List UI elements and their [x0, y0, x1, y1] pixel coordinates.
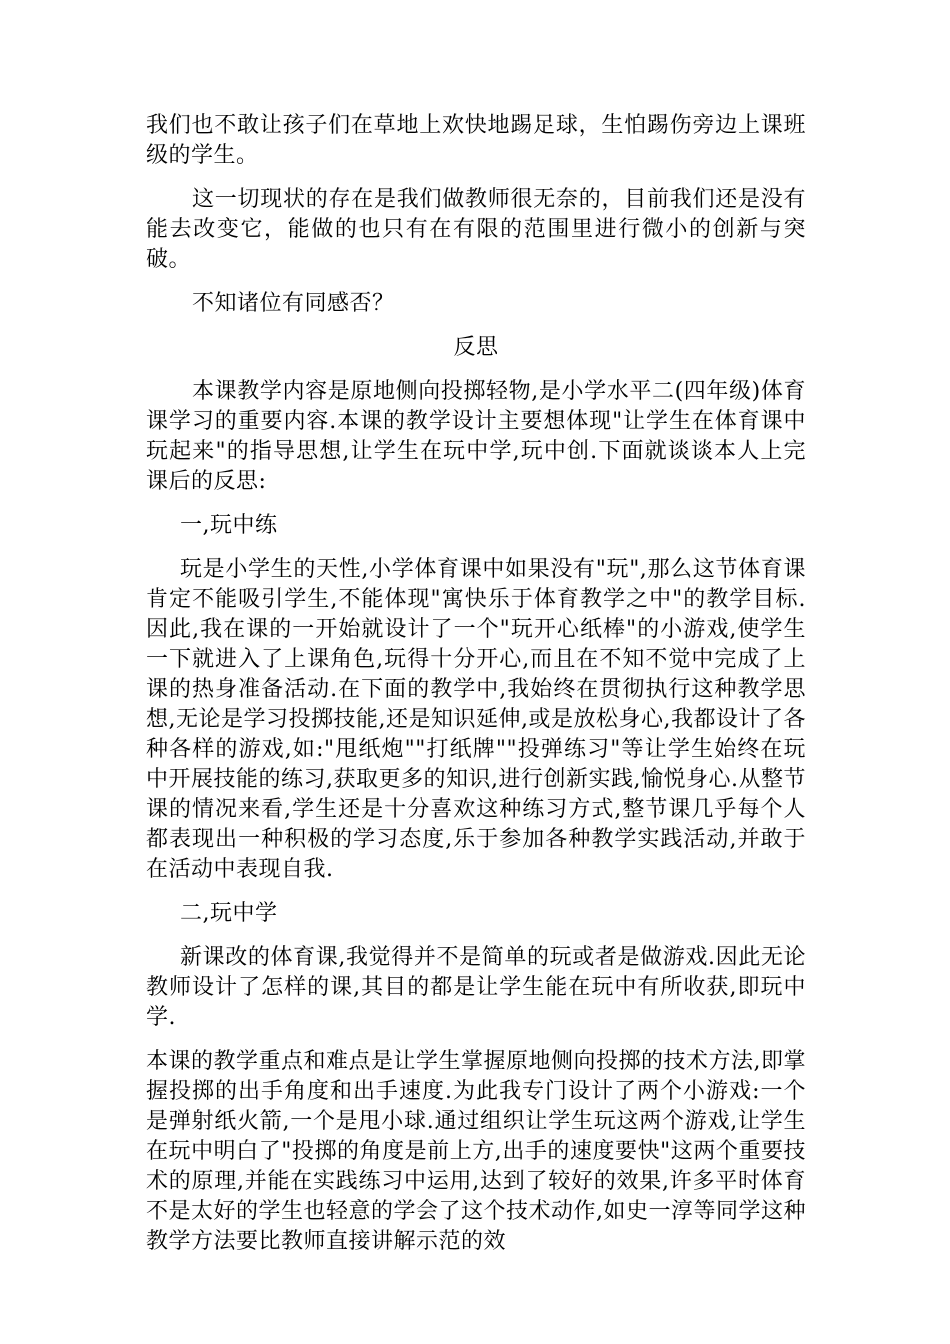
subheading-play-practice: 一,玩中练: [180, 513, 278, 538]
section-heading-reflection: 反思: [453, 335, 499, 360]
paragraph-play-learn: 新课改的体育课,我觉得并不是简单的玩或者是做游戏.因此无论教师设计了怎样的课,其目的都是让学生能在玩中有所收获,即玩中学.: [146, 945, 806, 1030]
document-body: [146, 111, 806, 1257]
subheading-play-learn: 二,玩中学: [180, 901, 278, 926]
paragraph-play-practice: 玩是小学生的天性,小学体育课中如果没有"玩",那么这节体育课肯定不能吸引学生,不能体现"寓快乐于体育教学之中"的教学目标.因此,我在课的一开始就设计了一个"玩开心纸棒"的小游戏,使学生一下就进入了上课角色,玩得十分开心,而且在不知不觉中完成了上课的热身准备活动.在下面的教学中,我始终在贯彻执行这种教学思想,无论是学习投掷技能,还是知识延伸,或是放松身心,我都设计了各种各样的游戏,如:"甩纸炮""打纸牌""投弹练习"等让学生始终在玩中开展技能的练习,获取更多的知识,进行创新实践,愉悦身心.从整节课的情况来看,学生还是十分喜欢这种练习方式,整节课几乎每个人都表现出一种积极的学习态度,乐于参加各种教学实践活动,并敢于在活动中表现自我.: [146, 557, 806, 882]
paragraph-intro: 本课教学内容是原地侧向投掷轻物,是小学水平二(四年级)体育课学习的重要内容.本课的教学设计主要想体现"让学生在体育课中玩起来"的指导思想,让学生在玩中学,玩中创.下面就谈谈本人上完课后的反思:: [146, 379, 806, 494]
paragraph-question: 不知诸位有同感否？: [192, 291, 395, 316]
paragraph-teaching-focus: 本课的教学重点和难点是让学生掌握原地侧向投掷的技术方法,即掌握投掷的出手角度和出手速度.为此我专门设计了两个小游戏:一个是弹射纸火箭,一个是甩小球.通过组织让学生玩这两个游戏,让学生在玩中明白了"投掷的角度是前上方,出手的速度要快"这两个重要技术的原理,并能在实践练习中运用,达到了较好的效果,许多平时体育不是太好的学生也轻意的学会了这个技术动作,如史一淳等同学这种教学方法要比教师直接讲解示范的效: [146, 1049, 806, 1254]
paragraph-continuation: 我们也不敢让孩子们在草地上欢快地踢足球，生怕踢伤旁边上课班级的学生。: [146, 113, 806, 168]
paragraph-status-quo: 这一切现状的存在是我们做教师很无奈的，目前我们还是没有能去改变它，能做的也只有在有限的范围里进行微小的创新与突破。: [146, 187, 806, 272]
